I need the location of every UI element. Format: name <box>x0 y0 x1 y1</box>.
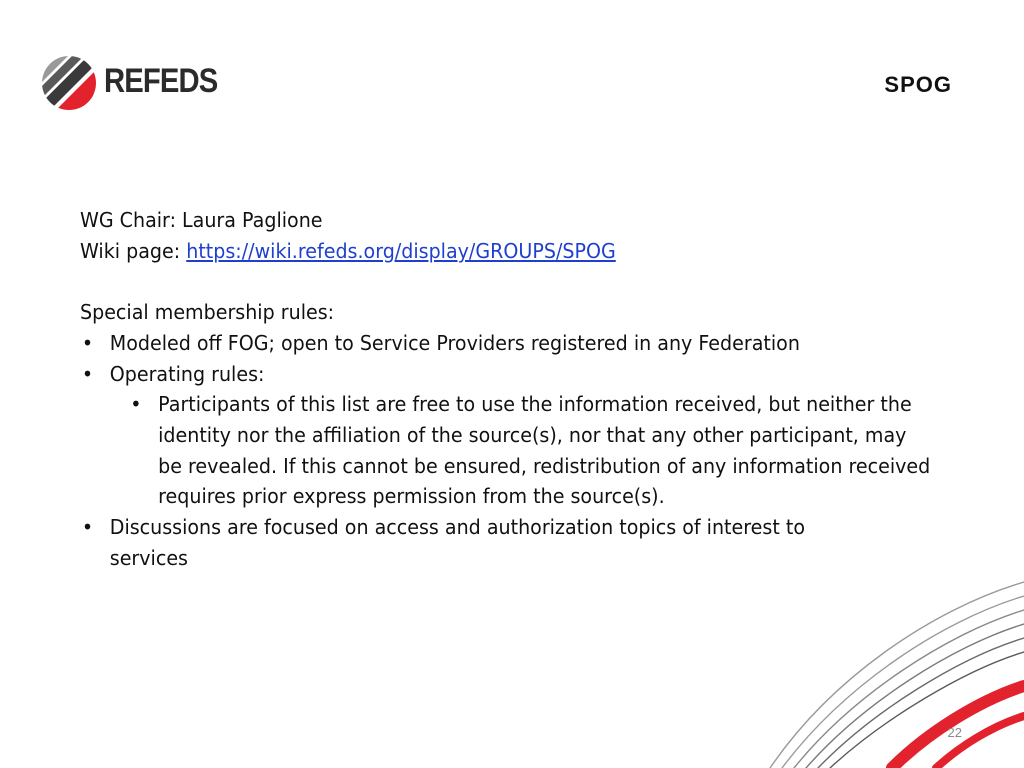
wiki-page-line <box>80 236 898 267</box>
slide-title: SPOG <box>884 72 952 97</box>
wg-chair-line: WG Chair: Laura Paglione <box>80 208 323 232</box>
sub-bullet-item: • Participants of this list are free to use the information received, but neither the identity nor the affiliation of the source(s), nor that any other participant, may be revealed. If this cannot be ensured, redistribution of any information received requires prior express permission from the source(s). <box>128 389 933 512</box>
bullet-item: • Discussions are focused on access and authorization topics of interest to services <box>80 512 872 573</box>
refeds-logo <box>40 54 240 114</box>
bullet-item: • Operating rules: <box>80 359 898 390</box>
page-number: 22 <box>947 725 962 740</box>
bullet-item: • Modeled off FOG; open to Service Providers registered in any Federation <box>80 328 898 359</box>
decorative-arcs <box>760 570 1024 768</box>
spacer <box>80 266 898 297</box>
slide-body <box>80 205 931 573</box>
refeds-logo-mark-icon <box>40 54 98 112</box>
rules-heading: Special membership rules: <box>80 300 335 325</box>
logo-text: REFEDS <box>104 62 218 100</box>
wiki-page-link[interactable]: https://wiki.refeds.org/display/GROUPS/SPOG <box>186 238 616 263</box>
wiki-page-label: Wiki page: <box>80 238 187 263</box>
